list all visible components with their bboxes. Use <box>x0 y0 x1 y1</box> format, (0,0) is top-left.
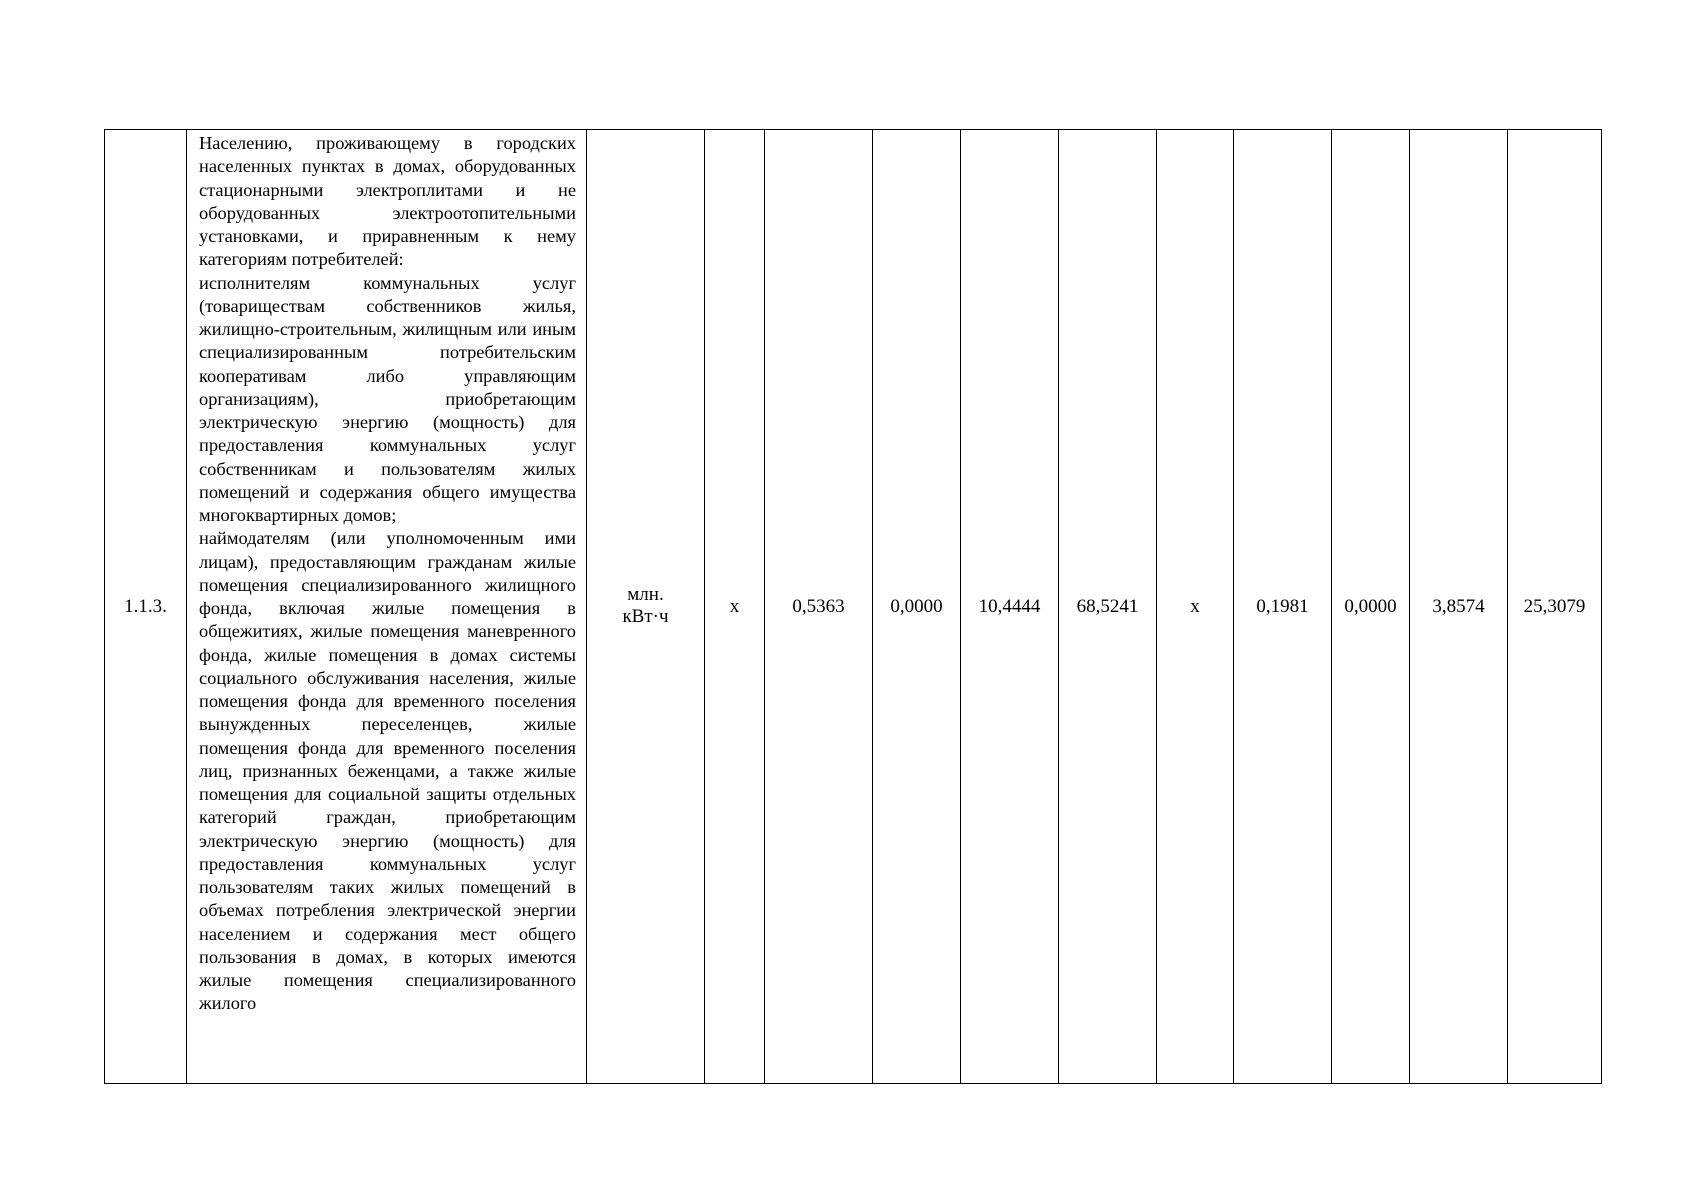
value-cell: 25,3079 <box>1508 130 1602 1084</box>
value-cell: 0,0000 <box>873 130 961 1084</box>
value-cell: x <box>705 130 765 1084</box>
table-row <box>105 130 1602 1084</box>
value-cell: 0,5363 <box>765 130 873 1084</box>
value-cell: 0,1981 <box>1234 130 1332 1084</box>
value-cell: 0,0000 <box>1332 130 1410 1084</box>
row-unit-cell <box>587 130 705 1084</box>
row-unit: млн. кВт·ч <box>622 584 669 628</box>
row-number: 1.1.3. <box>105 130 187 1084</box>
tariff-table <box>104 129 1602 1084</box>
value-cell: 10,4444 <box>961 130 1059 1084</box>
value-cell: 68,5241 <box>1059 130 1157 1084</box>
row-description: Населению, проживающему в городских населенных пунктах в домах, оборудованных стационарными электроплитами и не оборудованных электроотопительными установками, и приравненным к нему категориям потребителей: исполнителям коммунальных услуг (товариществам собственников жилья, жилищно-строительным, жилищным или иным специализированным потребительским кооперативам либо управляющим организациям), приобретающим электрическую энергию (мощность) для предоставления коммунальных услуг собственникам и пользователям жилых помещений и содержания общего имущества многоквартирных домов; наймодателям (или уполномоченным ими лицам), предоставляющим гражданам жилые помещения специализированного жилищного фонда, включая жилые помещения в общежитиях, жилые помещения маневренного фонда, жилые помещения в домах системы социального обслуживания населения, жилые помещения фонда для временного поселения вынужденных переселенцев, жилые помещения фонда для временного поселения лиц, признанных беженцами, а также жилые помещения для социальной защиты отдельных категорий граждан, приобретающим электрическую энергию (мощность) для предоставления коммунальных услуг пользователям таких жилых помещений в объемах потребления электрической энергии населением и содержания мест общего пользования в домах, в которых имеются жилые помещения специализированного жилого <box>199 133 576 1014</box>
value-cell: x <box>1157 130 1234 1084</box>
value-cell: 3,8574 <box>1410 130 1508 1084</box>
row-description-cell <box>187 130 587 1084</box>
